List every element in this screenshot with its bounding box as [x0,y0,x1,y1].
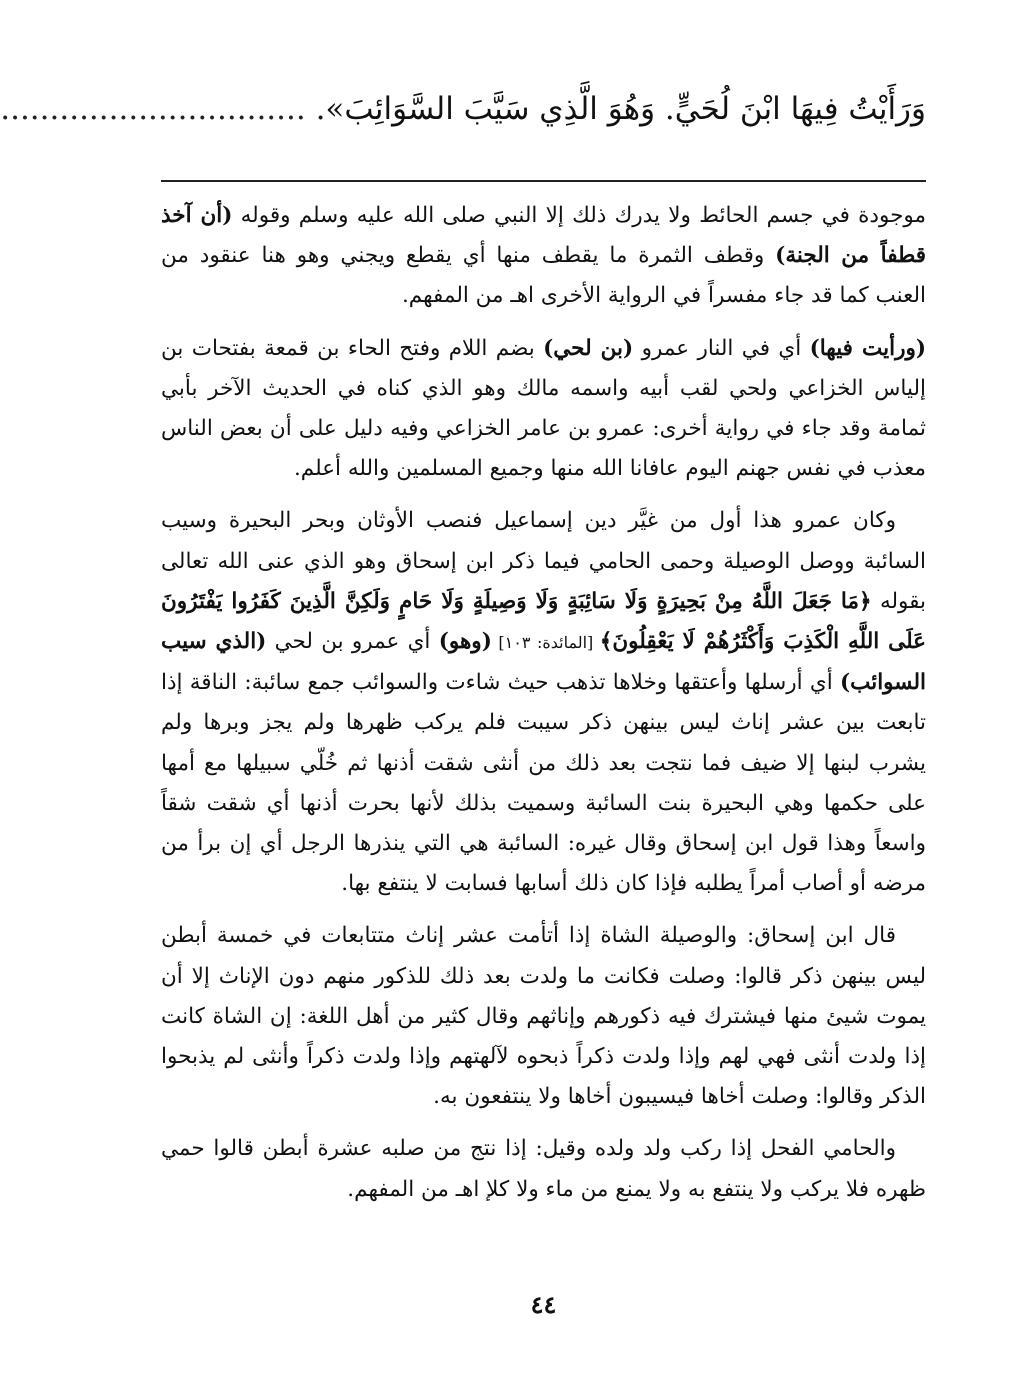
text-run: أي في النار عمرو [633,335,810,361]
quoted-phrase: (ورأيت فيها) [809,335,927,361]
text-run: وكان عمرو هذا أول من غيَّر دين إسماعيل فنصب الأوثان وبحر البحيرة وسيب السائبة ووصل الوصيلة وحمى الحامي فيما ذكر ابن إسحاق وهو الذي عنى الله تعالى بقوله [161,508,926,614]
text-run: بضم اللام وفتح الحاء بن قمعة بفتحات بن إلياس الخزاعي ولحي لقب أبيه واسمه مالك وهو الذي كناه في الحديث الآخر بأبي ثمامة وقد جاء في رواية أخرى: عمرو بن عامر الخزاعي وفيه دليل على أن بعض الناس معذب في نفس جهنم اليوم عافانا الله منها وجميع المسلمين والله أعلم. [161,335,926,482]
commentary-paragraph-3 [161,501,926,904]
quoted-phrase: (بن لحي) [543,335,634,361]
text-run: موجودة في جسم الحائط ولا يدرك ذلك إلا النبي صلى الله عليه وسلم وقوله [232,203,926,228]
page-number: ٤٤ [530,1290,557,1319]
quoted-phrase: (أن آخذ قطفاً من الجنة) [161,203,926,269]
quran-verse: ﴿مَا جَعَلَ اللَّهُ مِنْ بَحِيرَةٍ وَلَا سَائِبَةٍ وَلَا وَصِيلَةٍ وَلَا حَامٍ وَلَكِنَّ الَّذِينَ كَفَرُوا يَفْتَرُونَ عَلَى اللَّهِ الْكَذِبَ وَأَكْثَرُهُمْ لَا يَعْقِلُونَ﴾ [161,588,927,655]
dotted-leader: ............................... [0,91,306,127]
quoted-phrase: (وهو) [438,629,492,655]
text-run: أي أرسلها وأعتقها وخلاها تذهب حيث شاءت والسوائب جمع سائبة: الناقة إذا تابعت بين عشر إناث ليس بينهن ذكر سيبت فلم يركب ظهرها ولم يجز وبرها ولم يشرب لبنها إلا ضيف فما نتجت بعد ذلك من أنثى شقت أذنها ثم خُلّي سبيلها مع أمها على حكمها وهي البحيرة بنت السائبة وسميت بذلك لأنها بحرت أذنها أي شقت شقاً واسعاً وهذا قول ابن إسحاق وقال غيره: السائبة هي التي ينذرها الرجل أي إن برأ من مرضه أو أصاب أمراً يطلبه فإذا كان ذلك أسابها فسابت لا ينتفع بها. [161,670,926,897]
commentary-paragraph-4: قال ابن إسحاق: والوصيلة الشاة إذا أتأمت عشر إناث متتابعات في خمسة أبطن ليس بينهن ذكر قالوا: وصلت فكانت ما ولدت بعد ذلك للذكور منهم دون الإناث إلا أن يموت شيئ منها فيشترك فيه ذكورهم وإناثهم وقال كثير من أهل اللغة: إن الشاة كانت إذا ولدت أنثى فهي لهم وإذا ولدت ذكراً ذبحوه لآلهتهم وإذا ولدت ذكراً وأنثى لم يذبحوا الذكر وقالوا: وصلت أخاها فيسيبون أخاها ولا ينتفعون به. [161,923,926,1110]
quoted-phrase: (الذي سيب السوائب) [161,629,926,696]
footnote-separator [161,180,926,182]
commentary-paragraph-2 [161,329,926,490]
commentary [161,196,926,1210]
verse-reference: [المائدة: ١٠٣] [491,633,600,653]
commentary-paragraph-1 [161,196,926,317]
text-run: وقطف الثمرة ما يقطف منها أي يقطع ويجني وهو هنا عنقود من العنب كما قد جاء مفسراً في الرواية الأخرى اهـ من المفهم. [161,243,926,309]
hadith-text-line [0,82,926,136]
commentary-paragraph-5: والحامي الفحل إذا ركب ولد ولده وقيل: إذا نتج من صلبه عشرة أبطن قالوا حمي ظهره فلا يركب ولا ينتفع به ولا يمنع من ماء ولا كلإ اهـ من المفهم. [161,1136,926,1202]
text-run: أي عمرو بن لحي [266,629,439,655]
hadith-text: وَرَأَيْتُ فِيهَا ابْنَ لُحَيٍّ. وَهُوَ الَّذِي سَيَّبَ السَّوَائِبَ». [315,91,926,127]
